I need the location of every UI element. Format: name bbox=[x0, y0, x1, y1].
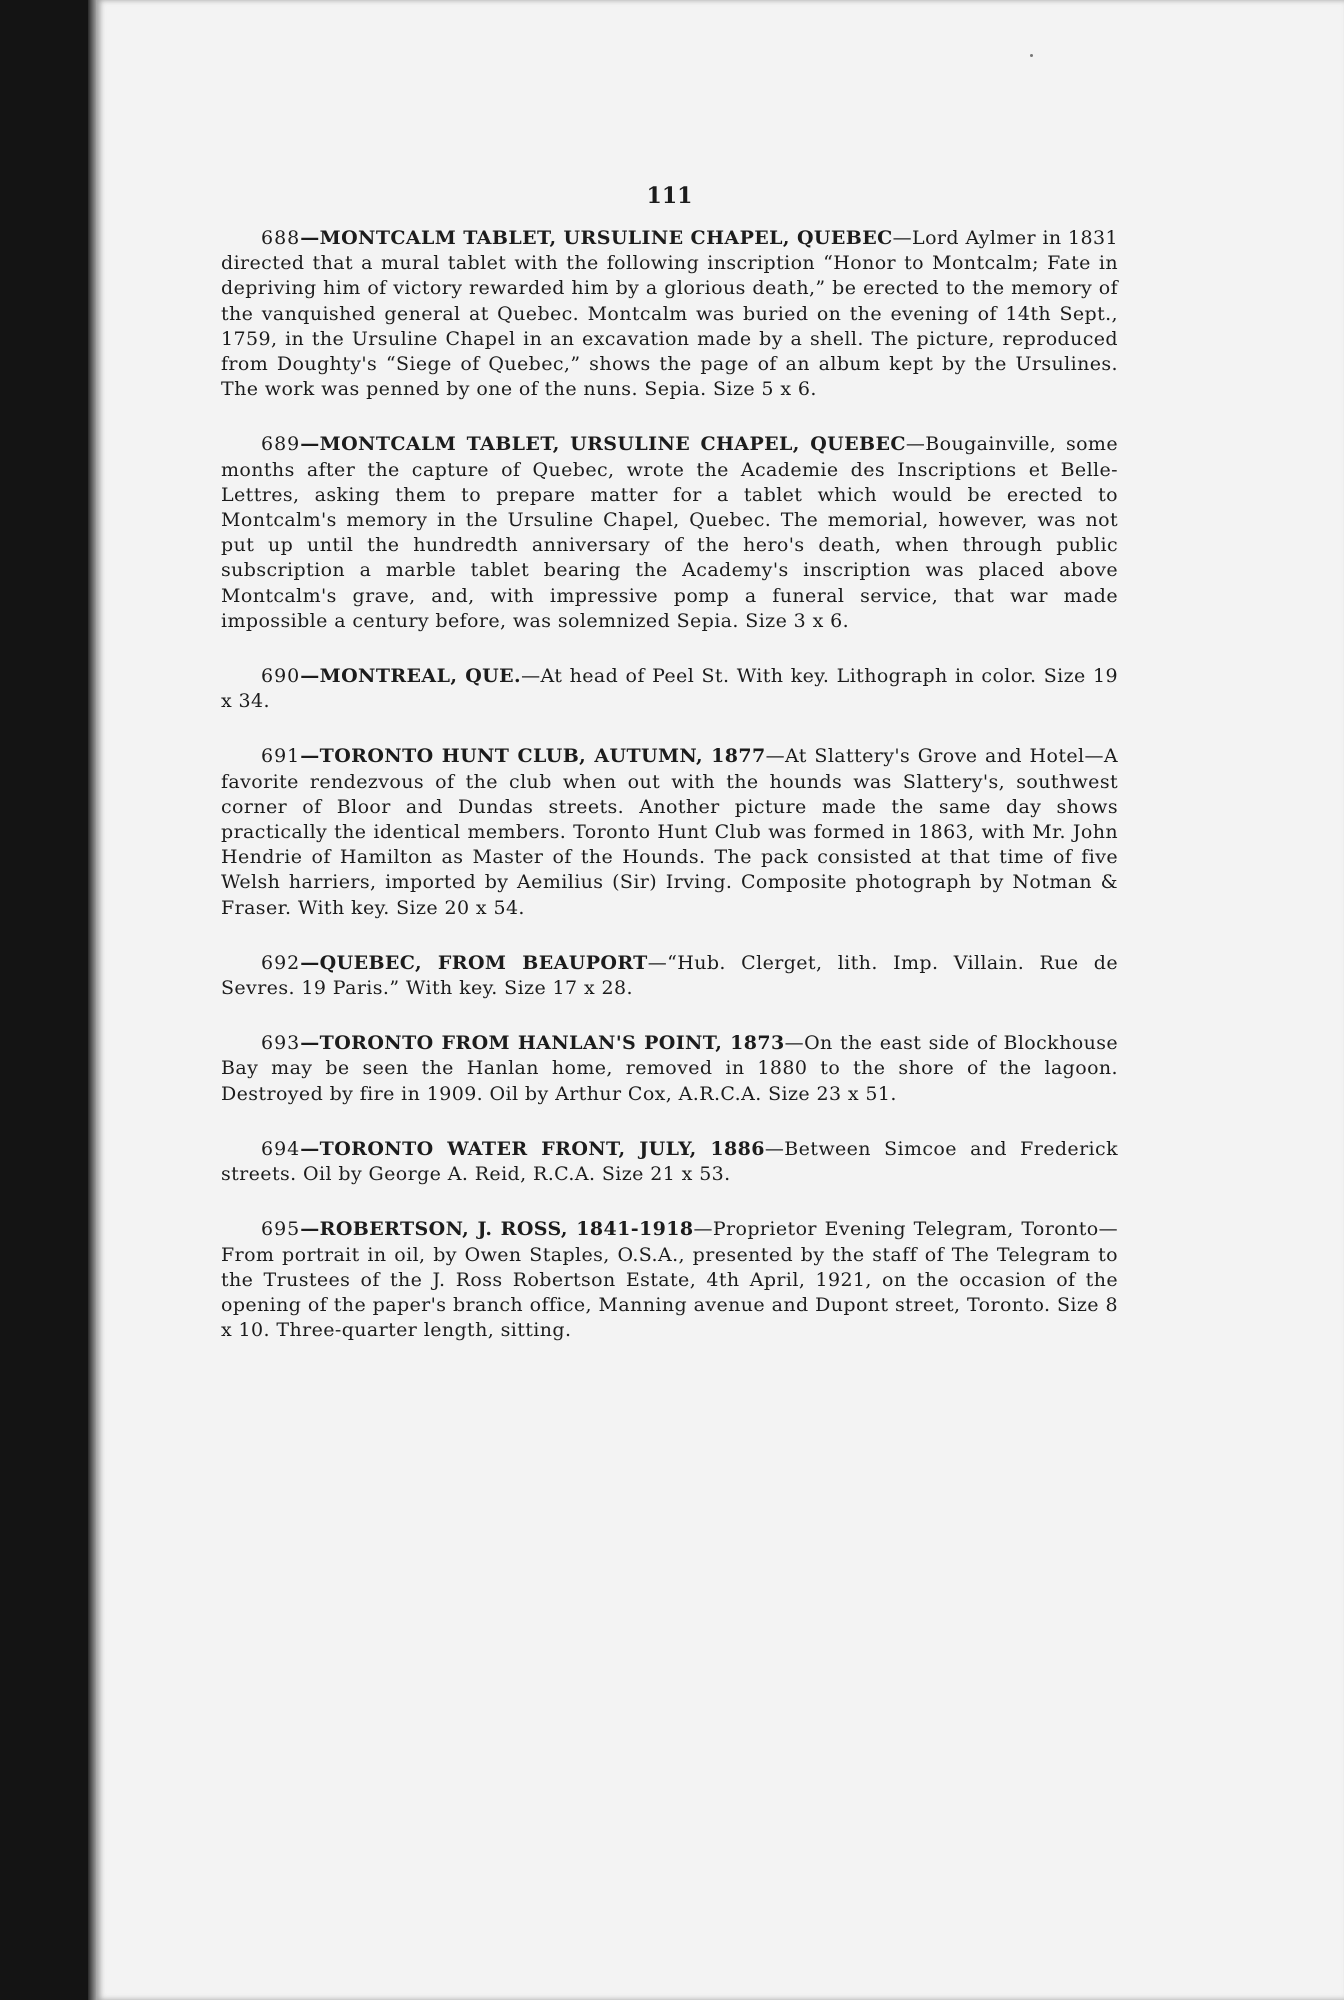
entry-text: —Bougainville, some months after the capture of Quebec, wrote the Academie des Inscriptions et Belle-Lettres, asking them to prepare matter for a tablet which would be erected to Montcalm's memory in the Ursuline Chapel, Quebec. The memorial, however, was not put up until the hundredth anniversary of the hero's death, when through public subscription a marble tablet bearing the Academy's inscription was placed above Montcalm's grave, and, with impressive pomp a funeral service, that war made impossible a century before, was solemnized Sepia. Size 3 x 6. bbox=[221, 433, 1118, 632]
catalogue-entry-694 bbox=[221, 1137, 1118, 1187]
catalogue-entry-695 bbox=[221, 1217, 1118, 1343]
dust-speck bbox=[1030, 54, 1033, 57]
entry-number: 688 bbox=[261, 227, 301, 249]
entry-text: —Lord Aylmer in 1831 directed that a mural tablet with the following inscription “Honor to Montcalm; Fate in depriving him of victory rewarded him by a glorious death,” be erected to the memory of the vanquished general at Quebec. Montcalm was buried on the evening of 14th Sept., 1759, in the Ursuline Chapel in an excavation made by a shell. The picture, reproduced from Doughty's “Siege of Quebec,” shows the page of an album kept by the Ursulines. The work was penned by one of the nuns. Sepia. Size 5 x 6. bbox=[221, 227, 1118, 401]
entry-number: 691 bbox=[261, 745, 301, 768]
entry-heading: —TORONTO FROM HANLAN'S POINT, 1873 bbox=[300, 1032, 785, 1055]
page-number: 111 bbox=[646, 183, 693, 209]
catalogue-entry-688 bbox=[221, 226, 1118, 402]
entry-text: —Proprietor Evening Telegram, Toronto—From portrait in oil, by Owen Staples, O.S.A., presented by the staff of The Telegram to the Trustees of the J. Ross Robertson Estate, 4th April, 1921, on the occasion of the opening of the paper's branch office, Manning avenue and Dupont street, Toronto. Size 8 x 10. Three-quarter length, sitting. bbox=[221, 1218, 1118, 1342]
entry-heading: —TORONTO HUNT CLUB, AUTUMN, 1877 bbox=[300, 745, 766, 768]
entry-text: —“Hub. Clerget, lith. Imp. Villain. Rue de Sevres. 19 Paris.” With key. Size 17 x 28. bbox=[221, 951, 1118, 1000]
entry-heading: —TORONTO WATER FRONT, JULY, 1886 bbox=[300, 1137, 765, 1160]
entry-heading: —MONTREAL, QUE. bbox=[300, 665, 522, 688]
entry-heading: —ROBERTSON, J. ROSS, 1841-1918 bbox=[300, 1218, 694, 1241]
entry-number: 692 bbox=[261, 951, 301, 974]
entry-number: 694 bbox=[261, 1137, 301, 1160]
entry-heading: —MONTCALM TABLET, URSULINE CHAPEL, QUEBEC bbox=[300, 227, 893, 249]
scanner-background bbox=[0, 0, 88, 2000]
catalogue-entry-689 bbox=[221, 432, 1118, 634]
entry-heading: —QUEBEC, FROM BEAUPORT bbox=[300, 951, 648, 974]
entry-number: 695 bbox=[261, 1218, 301, 1241]
entry-heading: —MONTCALM TABLET, URSULINE CHAPEL, QUEBEC bbox=[300, 433, 906, 456]
page-content bbox=[221, 180, 1118, 1373]
catalogue-entry-692 bbox=[221, 951, 1118, 1001]
entry-number: 690 bbox=[261, 665, 301, 688]
entry-text: —Between Simcoe and Frederick streets. Oil by George A. Reid, R.C.A. Size 21 x 53. bbox=[221, 1137, 1118, 1186]
catalogue-entry-693 bbox=[221, 1031, 1118, 1107]
entry-text: —At head of Peel St. With key. Lithograph in color. Size 19 x 34. bbox=[221, 665, 1118, 713]
entry-text: —On the east side of Blockhouse Bay may be seen the Hanlan home, removed in 1880 to the shore of the lagoon. Destroyed by fire in 1909. Oil by Arthur Cox, A.R.C.A. Size 23 x 51. bbox=[221, 1032, 1119, 1105]
entry-number: 689 bbox=[261, 433, 301, 456]
catalogue-entry-691 bbox=[221, 744, 1118, 920]
entry-number: 693 bbox=[261, 1032, 301, 1055]
catalogue-entry-690 bbox=[221, 664, 1118, 714]
page-edge-shadow bbox=[88, 0, 96, 2000]
entry-text: —At Slattery's Grove and Hotel—A favorite rendezvous of the club when out with the hounds was Slattery's, southwest corner of Bloor and Dundas streets. Another picture made the same day shows practically the identical members. Toronto Hunt Club was formed in 1863, with Mr. John Hendrie of Hamilton as Master of the Hounds. The pack consisted at that time of five Welsh harriers, imported by Aemilius (Sir) Irving. Composite photograph by Notman & Fraser. With key. Size 20 x 54. bbox=[221, 745, 1118, 919]
